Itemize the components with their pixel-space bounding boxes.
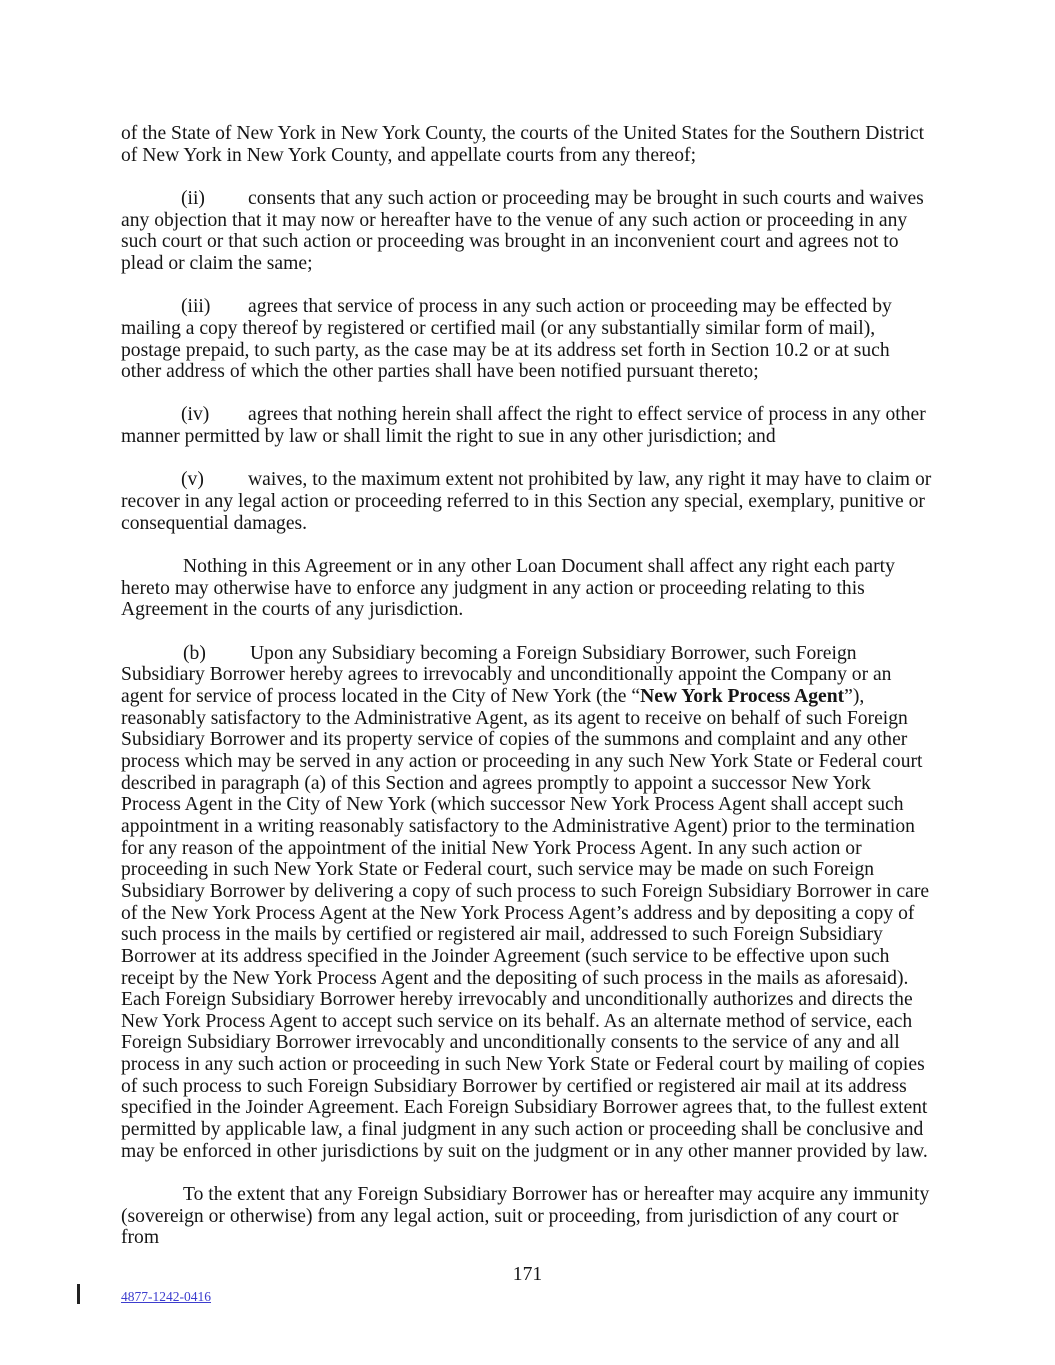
clause-number: (v) bbox=[181, 469, 204, 491]
paragraph-nothing-in-agreement: Nothing in this Agreement or in any other Loan Document shall affect any right each party hereto may otherwise have to enforce any judgment in any action or proceeding relating to this Agreement in the courts of any jurisdiction. bbox=[121, 556, 895, 621]
clause-iii bbox=[121, 296, 933, 383]
page-number: 171 bbox=[512, 1264, 543, 1285]
change-bar-marker bbox=[77, 1284, 80, 1304]
doc-id-link[interactable]: 4877-1242-0416 bbox=[121, 1289, 211, 1304]
clause-iv bbox=[121, 404, 933, 447]
clause-b bbox=[121, 643, 933, 1163]
document-body bbox=[121, 123, 933, 1271]
clause-number: (iii) bbox=[181, 296, 211, 318]
paragraph-immunity-closing: To the extent that any Foreign Subsidiary Borrower has or hereafter may acquire any immunity (sovereign or otherwise) from any legal action, suit or proceeding, from jurisdiction of any court or from bbox=[121, 1184, 930, 1249]
clause-b-text-after: ”), reasonably satisfactory to the Administrative Agent, as its agent to receive on behalf of such Foreign Subsidiary Borrower and its property service of copies of the summons and complaint and any other process which may be served in any action or proceeding in any such New York State or Federal court described in paragraph (a) of this Section and agrees promptly to appoint a successor New York Process Agent in the City of New York (which successor New York Process Agent shall accept such appointment in a writing reasonably satisfactory to the Administrative Agent) prior to the termination for any reason of the appointment of the initial New York Process Agent. In any such action or proceeding in such New York State or Federal court, such service may be made on such Foreign Subsidiary Borrower by delivering a copy of such process to such Foreign Subsidiary Borrower in care of the New York Process Agent at the New York Process Agent’s address and by depositing a copy of such process in the mails by certified or registered air mail, addressed to such Foreign Subsidiary Borrower at its address specified in the Joinder Agreement (such service to be effective upon such receipt by the New York Process Agent and the depositing of such process in the mails as aforesaid). Each Foreign Subsidiary Borrower hereby irrevocably and unconditionally authorizes and directs the New York Process Agent to accept such service on its behalf. As an alternate method of service, each Foreign Subsidiary Borrower irrevocably and unconditionally consents to the service of any and all process in any such action or proceeding in such New York State or Federal court by mailing of copies of such process to such Foreign Subsidiary Borrower by certified or registered air mail at its address specified in the Joinder Agreement. Each Foreign Subsidiary Borrower agrees that, to the fullest extent permitted by applicable law, a final judgment in any such action or proceeding shall be conclusive and may be enforced in other jurisdictions by suit on the judgment or in any other manner provided by law. bbox=[121, 685, 930, 1162]
clause-ii bbox=[121, 188, 933, 275]
clause-number: (b) bbox=[183, 642, 206, 664]
paragraph-continuation: of the State of New York in New York County, the courts of the United States for the Southern District of New York in New York County, and appellate courts from any thereof; bbox=[121, 123, 925, 166]
clause-text: agrees that nothing herein shall affect the right to effect service of process in any other manner permitted by law or shall limit the right to sue in any other jurisdiction; and bbox=[121, 404, 926, 448]
clause-text: waives, to the maximum extent not prohibited by law, any right it may have to claim or recover in any legal action or proceeding referred to in this Section any special, exemplary, punitive or consequential damages. bbox=[121, 469, 932, 534]
clause-number: (iv) bbox=[181, 404, 210, 426]
defined-term-new-york-process-agent: New York Process Agent bbox=[640, 685, 845, 707]
clause-number: (ii) bbox=[181, 187, 205, 209]
clause-text: consents that any such action or proceeding may be brought in such courts and waives any objection that it may now or hereafter have to the venue of any such action or proceeding in any such court or that such action or proceeding was brought in an inconvenient court and agrees not to plead or claim the same; bbox=[121, 187, 924, 274]
clause-b-text-before: Upon any Subsidiary becoming a Foreign Subsidiary Borrower, such Foreign Subsidiary Borrower hereby agrees to irrevocably and unconditionally appoint the Company or an agent for service of process located in the City of New York (the “ bbox=[121, 642, 892, 707]
clause-text: agrees that service of process in any such action or proceeding may be effected by mailing a copy thereof by registered or certified mail (or any substantially similar form of mail), postage prepaid, to such party, as the case may be at its address set forth in Section 10.2 or at such other address of which the other parties shall have been notified pursuant thereto; bbox=[121, 296, 892, 383]
clause-v bbox=[121, 469, 933, 534]
